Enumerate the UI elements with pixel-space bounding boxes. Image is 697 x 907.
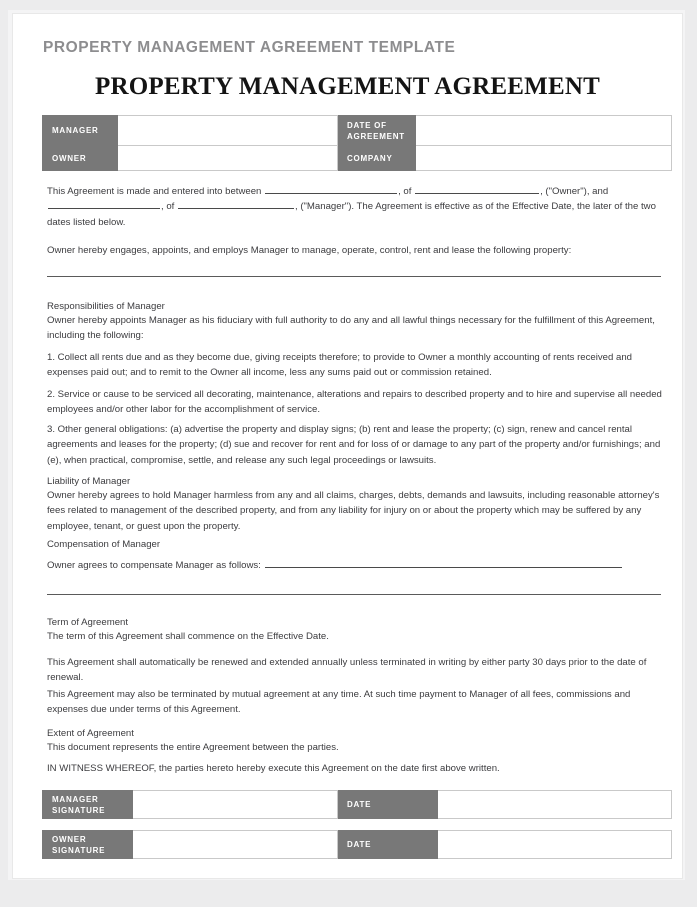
table-row xyxy=(43,831,672,859)
owner-date-field[interactable] xyxy=(438,831,672,859)
intro-text-d: , of xyxy=(161,201,177,213)
liability-paragraph: Owner hereby agrees to hold Manager harmless from any and all claims, charges, debts, demands and lawsuits, including reasonable attorney's fees related to management of the described property, and from any liability for injury on or about the property which may be suffered by any employee, tenant, or guest upon the property. xyxy=(47,490,660,532)
owner-signature-field[interactable] xyxy=(133,831,338,859)
responsibility-item-3: 3. Other general obligations: (a) advertise the property and display signs; (b) rent and lease the property; (c) sign, renew and cancel rental agreements and leases for the property; (d) sue and recover for rent and for loss of or damage to any part of the property and/or furnishings; and (e), when practical, compromise, settle, and release any such legal proceedings or lawsuits. xyxy=(47,424,661,466)
witness-paragraph: IN WITNESS WHEREOF, the parties hereto hereby execute this Agreement on the date first above written. xyxy=(47,763,500,774)
manager-date-field[interactable] xyxy=(438,791,672,819)
company-label: COMPANY xyxy=(338,146,416,171)
date-of-agreement-value-field[interactable] xyxy=(416,116,672,146)
owner-signature-label: OWNER SIGNATURE xyxy=(43,831,133,859)
compensation-heading: Compensation of Manager xyxy=(47,539,161,550)
manager-name-blank[interactable] xyxy=(48,200,160,209)
intro-text-b: , of xyxy=(398,186,415,197)
manager-signature-table xyxy=(42,790,672,819)
compensation-paragraph xyxy=(47,558,668,573)
template-heading: PROPERTY MANAGEMENT AGREEMENT TEMPLATE xyxy=(43,39,456,56)
compensation-blank-2[interactable] xyxy=(47,594,661,595)
engagement-paragraph: Owner hereby engages, appoints, and employs Manager to manage, operate, control, rent and lease the following property: xyxy=(47,245,572,256)
term-paragraph-1: The term of this Agreement shall commence on the Effective Date. xyxy=(47,631,329,642)
owner-label: OWNER xyxy=(43,146,118,171)
manager-address-blank[interactable] xyxy=(178,200,294,209)
term-heading: Term of Agreement xyxy=(47,617,129,628)
owner-value-field[interactable] xyxy=(118,146,338,171)
manager-value-field[interactable] xyxy=(118,116,338,146)
extent-heading: Extent of Agreement xyxy=(47,728,134,739)
table-row xyxy=(43,116,672,146)
responsibilities-heading: Responsibilities of Manager xyxy=(47,301,165,312)
owner-date-label: DATE xyxy=(338,831,438,859)
manager-signature-field[interactable] xyxy=(133,791,338,819)
manager-label: MANAGER xyxy=(43,116,118,146)
intro-paragraph xyxy=(47,184,668,230)
manager-date-label: DATE xyxy=(338,791,438,819)
responsibility-item-1: 1. Collect all rents due and as they become due, giving receipts therefore; to provide to Owner a monthly accounting of rents received and expenses paid out; and to remit to the Owner all income, less any sums paid out or commission retained. xyxy=(47,352,633,379)
responsibilities-intro: Owner hereby appoints Manager as his fiduciary with full authority to do any and all lawful things necessary for the fulfillment of this Agreement, including the following: xyxy=(47,315,655,342)
table-row xyxy=(43,146,672,171)
intro-text-a: This Agreement is made and entered into between xyxy=(47,186,265,197)
compensation-blank-1[interactable] xyxy=(265,559,622,568)
property-description-blank[interactable] xyxy=(47,276,661,277)
term-paragraph-2: This Agreement shall automatically be renewed and extended annually unless terminated in writing by either party 30 days prior to the date of renewal. xyxy=(47,657,647,684)
document-title: PROPERTY MANAGEMENT AGREEMENT xyxy=(95,73,600,100)
compensation-text: Owner agrees to compensate Manager as follows: xyxy=(47,560,264,571)
liability-heading: Liability of Manager xyxy=(47,476,131,487)
date-of-agreement-label: DATE OF AGREEMENT xyxy=(338,116,416,146)
term-paragraph-3: This Agreement may also be terminated by mutual agreement at any time. At such time payment to Manager of all fees, commissions and expenses due under terms of this Agreement. xyxy=(47,689,631,716)
owner-name-blank[interactable] xyxy=(265,185,397,194)
document-page xyxy=(12,13,683,879)
company-value-field[interactable] xyxy=(416,146,672,171)
owner-address-blank[interactable] xyxy=(415,185,539,194)
manager-signature-label: MANAGER SIGNATURE xyxy=(43,791,133,819)
owner-signature-table xyxy=(42,830,672,859)
extent-paragraph: This document represents the entire Agreement between the parties. xyxy=(47,742,339,753)
intro-text-e: , ("Manager"). The Agreement is effective as of the Effective Date, the later of the two dates listed below. xyxy=(47,201,656,228)
party-info-table xyxy=(42,115,672,171)
responsibility-item-2: 2. Service or cause to be serviced all decorating, maintenance, alterations and repairs to described property and to hire and supervise all needed employees and/or other labor for the accomplishment of service. xyxy=(47,389,662,416)
table-row xyxy=(43,791,672,819)
intro-text-c: , ("Owner"), and xyxy=(540,186,609,197)
